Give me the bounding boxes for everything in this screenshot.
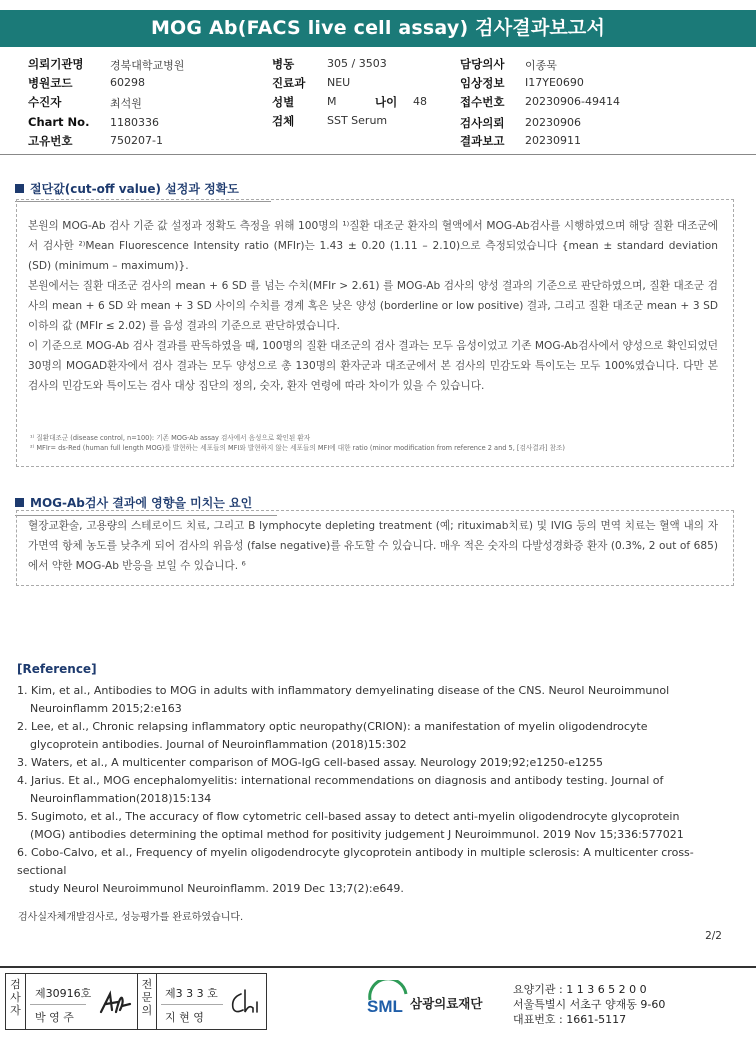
- reference-item: 2. Lee, et al., Chronic relapsing inflammatory optic neuropathy(CRION): a manifestation of myelin oligodendrocyte glycoprotein antibodies. Journal of Neuroinflammation (2018)15:302: [17, 720, 648, 751]
- unique-no-value: 750207-1: [110, 134, 163, 147]
- doctor-label: 담당의사: [460, 57, 505, 71]
- doctor-value: 이종묵: [525, 59, 557, 72]
- square-bullet-icon: [15, 498, 24, 507]
- specialist-name: 지 현 영: [165, 1011, 204, 1024]
- sml-logo-icon: [366, 980, 410, 1020]
- reference-item: 3. Waters, et al., A multicenter comparison of MOG-IgG cell-based assay. Neurology 2019;92;e1250-e1255: [17, 756, 603, 769]
- footer: [0, 970, 756, 1038]
- clinical-info-label: 임상정보: [460, 76, 505, 90]
- tester-name: 박 영 주: [35, 1011, 74, 1024]
- divider: [161, 1004, 223, 1005]
- age-value: 48: [413, 95, 427, 108]
- factors-text: [28, 516, 718, 576]
- chart-no-value: 1180336: [110, 116, 159, 129]
- report-date-value: 20230911: [525, 134, 581, 147]
- sex-label: 성별: [272, 95, 295, 109]
- footnote-2: ²⁾ MFIr= ds-Red (human full length MOG)를 발현하는 세포들의 MFI와 발현하지 않는 세포들의 MFI에 대한 ratio (minor modification from reference 2 and 5, [검사결과] 참조): [30, 444, 565, 452]
- footer-divider: [0, 966, 756, 968]
- footnote-1: ¹⁾ 질환대조군 (disease control, n=100): 기존 MOG-Ab assay 검사에서 음성으로 확인된 환자: [30, 434, 311, 442]
- ordering-org-value: 경북대학교병원: [110, 59, 185, 72]
- patient-info-block: [0, 56, 756, 148]
- ward-value: 305 / 3503: [327, 57, 387, 70]
- tester-label: 검사자: [6, 974, 26, 1029]
- specimen-label: 검체: [272, 114, 295, 128]
- patient-name-value: 최석원: [110, 97, 142, 110]
- section-factors-title: MOG-Ab검사 결과에 영향을 미치는 요인: [30, 496, 253, 510]
- receipt-no-label: 접수번호: [460, 95, 505, 109]
- dept-value: NEU: [327, 76, 351, 89]
- dept-label: 진료과: [272, 76, 306, 90]
- reference-item-continued: study Neurol Neuroimmunol Neuroinflamm. 2019 Dec 13;7(2):e649.: [29, 882, 404, 895]
- section-cutoff-heading: [15, 180, 239, 197]
- patient-name-label: 수진자: [28, 95, 62, 109]
- clinical-info-value: I17YE0690: [525, 76, 584, 89]
- reference-item: 5. Sugimoto, et al., The accuracy of flow cytometric cell-based assay to detect anti-myelin oligodendrocyte glycoprotein (MOG) antibodies determining the optimal method for positivity judgement J Neuroimmunol. 2019 Nov 15;336:577021: [17, 810, 684, 841]
- report-date-label: 결과보고: [460, 134, 505, 148]
- ward-label: 병동: [272, 57, 295, 71]
- reference-list: [17, 682, 717, 898]
- cutoff-paragraph-3: 이 기준으로 MOG-Ab 검사 결과를 판독하였을 때, 100명의 질환 대조군의 검사 결과는 모두 음성이었고 기존 MOG-Ab검사에서 양성으로 확인되었던 30명의 MOGAD환자에서 검사 결과는 모두 양성으로 총 130명의 환자군과 대조군에서 본 검사의 민감도와 특이도는 모두 100%였습니다. 다만 본 검사의 민감도와 특이도는 검사 대상 집단의 정의, 숫자, 환자 연령에 따라 차이가 있을 수 있습니다.: [28, 340, 718, 392]
- factors-paragraph: 혈장교환술, 고용량의 스테로이드 치료, 그리고 B lymphocyte depleting treatment (예; rituximab치료) 및 IVIG 등의 면역 치료는 혈액 내의 자가면역 항체 농도를 낮추게 되어 검사의 위음성 (false negative)를 유도할 수 있습니다. 매우 적은 숫자의 다발성경화증 환자 (0.3%, 2 out of 685)에서 약한 MOG-Ab 반응을 보일 수 있습니다. ⁶: [28, 520, 718, 572]
- receipt-no-value: 20230906-49414: [525, 95, 620, 108]
- section-cutoff-title: 절단값(cut-off value) 설정과 정확도: [30, 182, 239, 196]
- specialist-signature-icon: [227, 986, 263, 1018]
- unique-no-label: 고유번호: [28, 134, 73, 148]
- cutoff-paragraph-2: 본원에서는 질환 대조군 검사의 mean + 6 SD 를 넘는 수치(MFIr > 2.61) 를 MOG-Ab 검사의 양성 결과의 기준으로 판단하였으며, 질환 대조군 검사의 mean + 6 SD 와 mean + 3 SD 사이의 수치를 경계 혹은 낮은 양성 (borderline or low positive) 결과, 그리고 질환 대조군 mean + 3 SD 이하의 값 (MFIr ≤ 2.02) 를 음성 결과의 기준으로 판단하였습니다.: [28, 280, 718, 332]
- sex-value: M: [327, 95, 337, 108]
- sml-logo-abbr: SML: [367, 997, 403, 1016]
- specialist-license-no: 제3 3 3 호: [165, 987, 218, 1000]
- reference-item: 6. Cobo-Calvo, et al., Frequency of myelin oligodendrocyte glycoprotein antibody in multiple sclerosis: A multicenter cross-sectional: [17, 846, 694, 877]
- chart-no-label: Chart No.: [28, 115, 90, 129]
- cutoff-paragraph-1: 본원의 MOG-Ab 검사 기준 값 설정과 정확도 측정을 위해 100명의 ¹⁾질환 대조군 환자의 혈액에서 MOG-Ab검사를 시행하였으며 해당 질환 대조군에서 검사한 ²⁾Mean Fluorescence Intensity ratio (MFIr)는 1.43 ± 0.20 (1.11 – 2.10)으로 측정되었습니다 {mean ± standard deviation (SD) (minimum – maximum)}.: [28, 220, 718, 272]
- specimen-value: SST Serum: [327, 114, 388, 127]
- divider: [30, 1004, 86, 1005]
- institution-code: 요양기관 : 1 1 3 6 5 2 0 0: [513, 983, 647, 996]
- hospital-code-value: 60298: [110, 76, 145, 89]
- request-date-value: 20230906: [525, 116, 581, 129]
- report-title: MOG Ab(FACS live cell assay) 검사결과보고서: [0, 10, 756, 47]
- square-bullet-icon: [15, 184, 24, 193]
- page-number: 2/2: [705, 930, 722, 942]
- cutoff-text: [28, 216, 718, 396]
- hospital-code-label: 병원코드: [28, 76, 73, 90]
- sml-logo-name: 삼광의료재단: [410, 996, 483, 1011]
- section-factors-heading: [15, 494, 252, 511]
- ordering-org-label: 의뢰기관명: [28, 57, 84, 71]
- signature-box: [5, 973, 267, 1030]
- specialist-label: 전문의: [137, 974, 157, 1029]
- header-divider: [0, 154, 756, 155]
- institution-address: 서울특별시 서초구 양재동 9-60: [513, 998, 666, 1011]
- request-date-label: 검사의뢰: [460, 116, 505, 130]
- tester-signature-icon: [98, 988, 132, 1018]
- tester-license-no: 제30916호: [35, 987, 92, 1000]
- institution-info: [513, 982, 665, 1027]
- age-label: 나이: [375, 95, 398, 109]
- validation-note: 검사실자체개발검사로, 성능평가를 완료하였습니다.: [18, 912, 244, 923]
- reference-heading: [Reference]: [17, 662, 97, 676]
- reference-item: 1. Kim, et al., Antibodies to MOG in adults with inflammatory demyelinating disease of the CNS. Neurol Neuroimmunol Neuroinflamm 2015;2:e163: [17, 684, 670, 715]
- reference-item: 4. Jarius. Et al., MOG encephalomyelitis: international recommendations on diagnosis and antibody testing. Journal of Neuroinflammation(2018)15:134: [17, 774, 664, 805]
- institution-phone: 대표번호 : 1661-5117: [513, 1013, 627, 1026]
